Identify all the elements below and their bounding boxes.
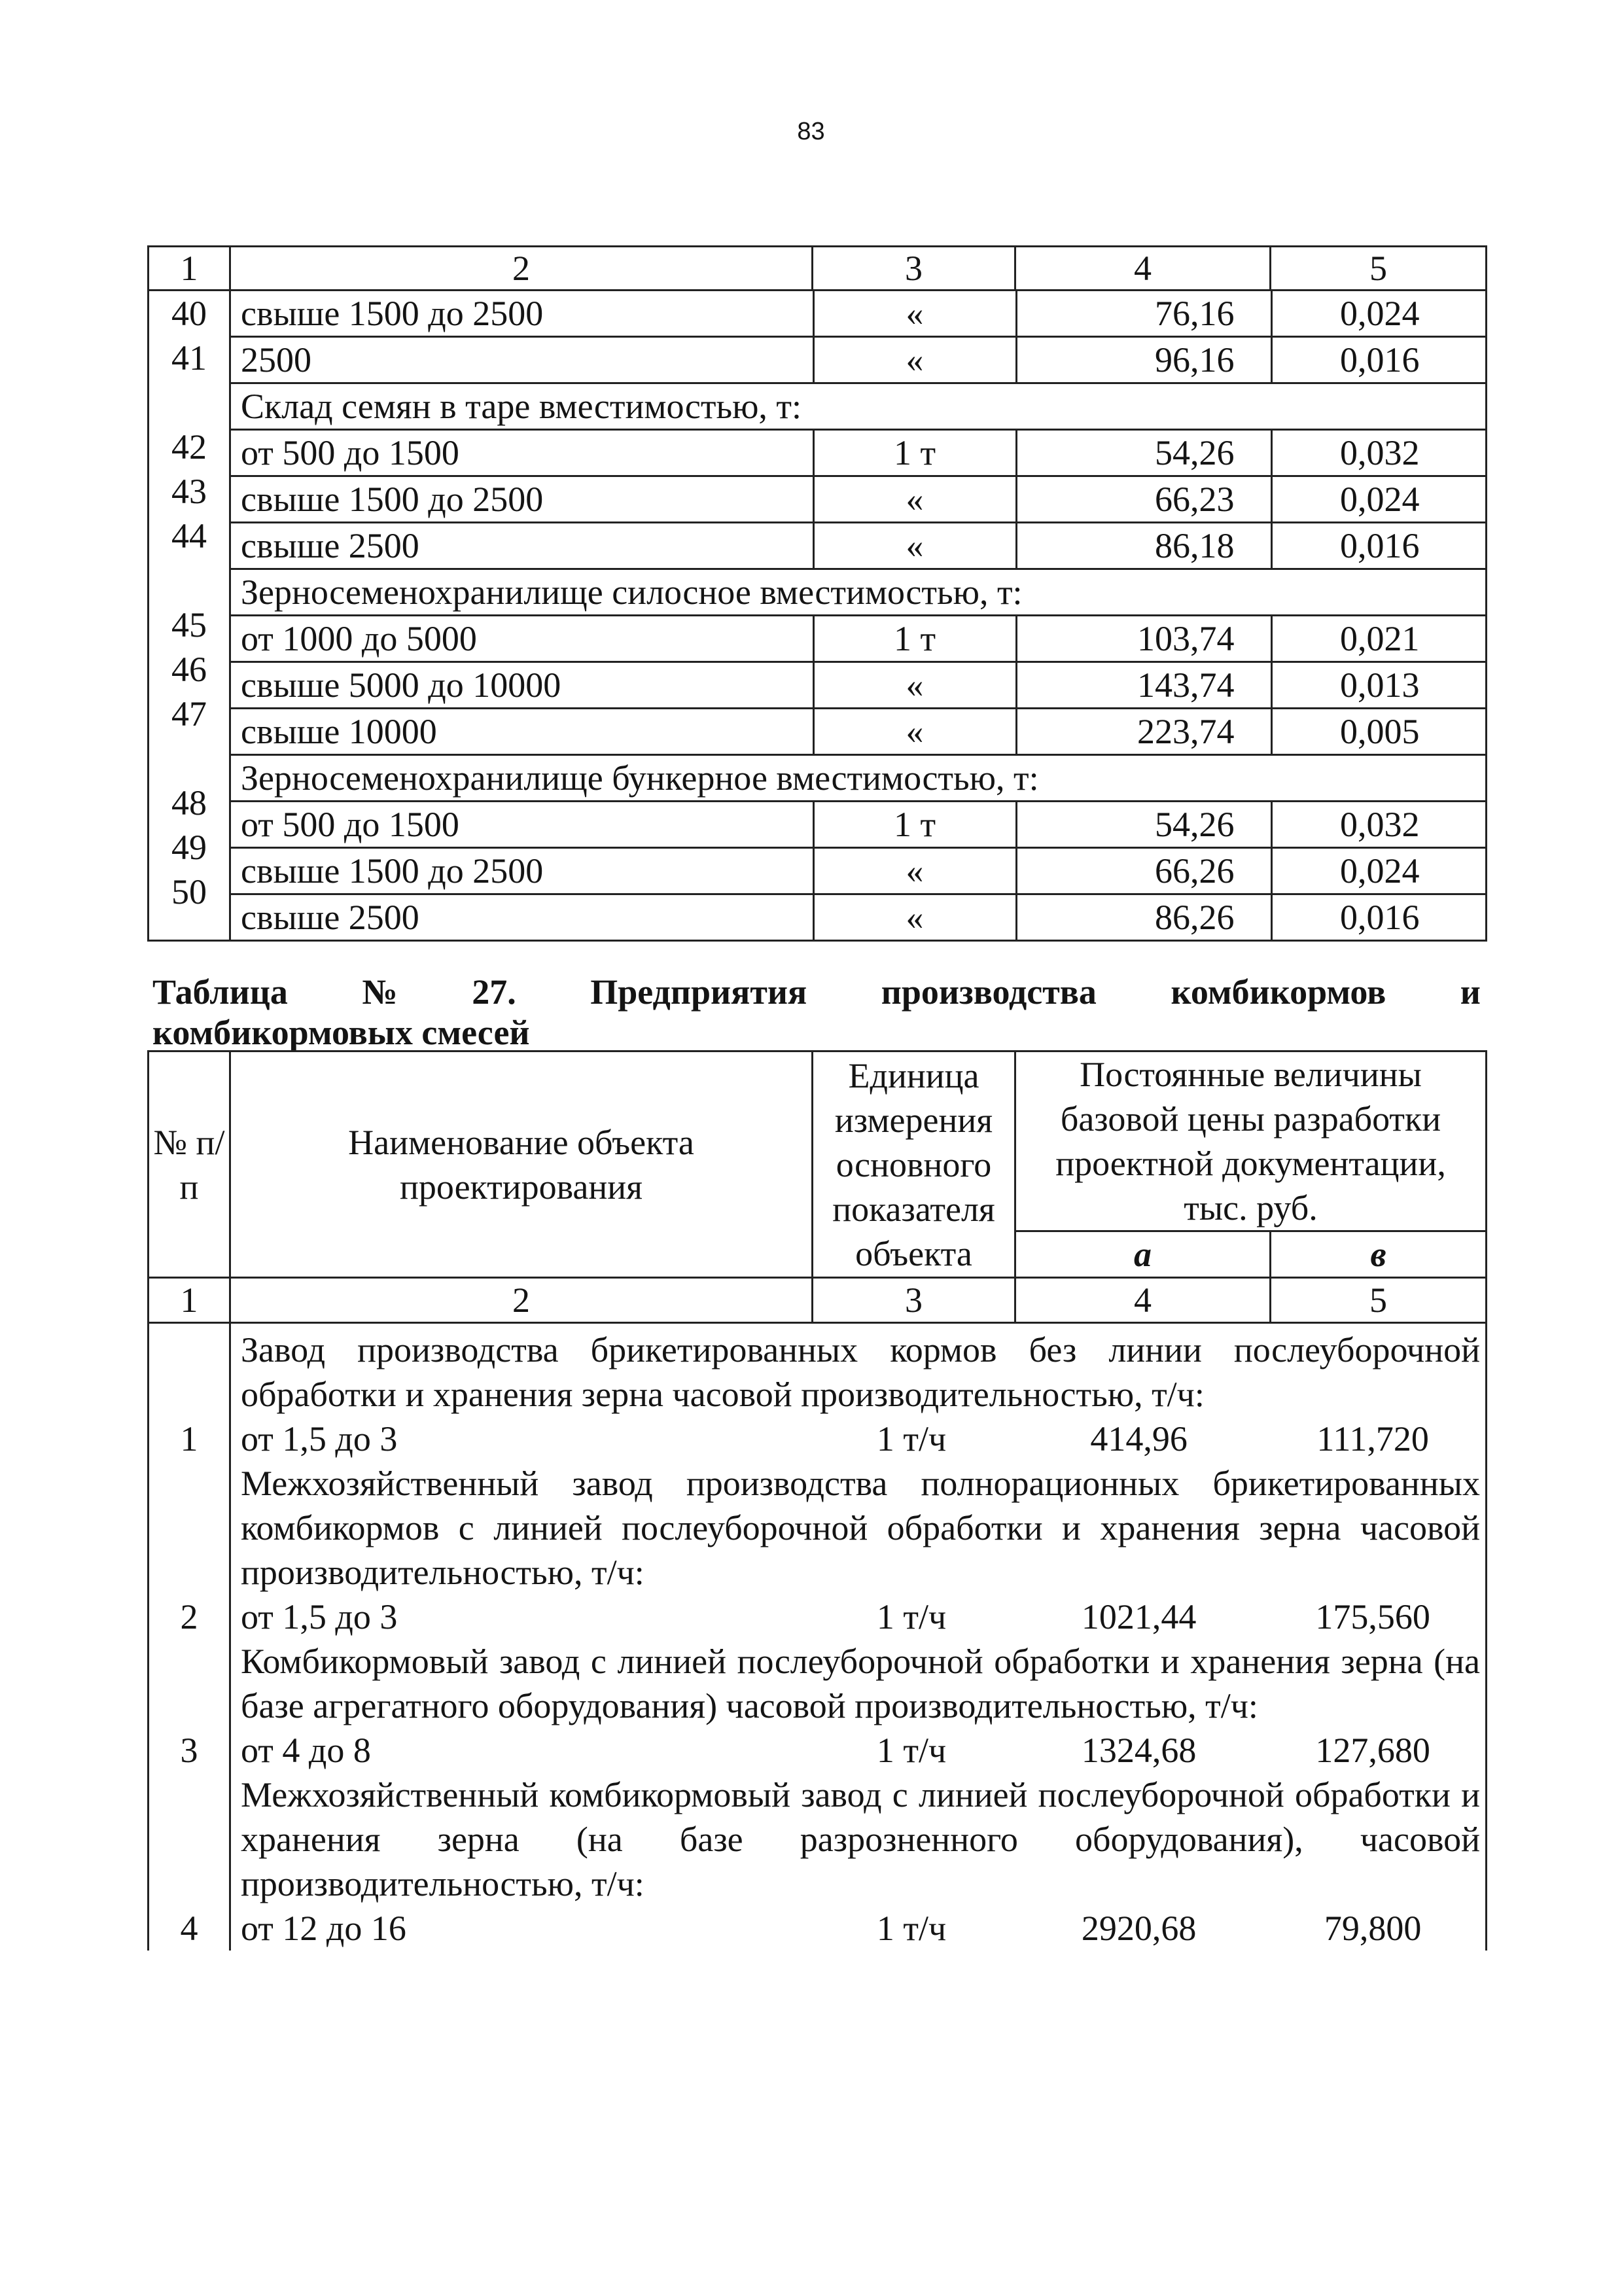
unit-cell: 1 т/ч (876, 1597, 947, 1636)
row-number: 46 (171, 650, 207, 689)
table-row (231, 662, 1487, 709)
unit-cell: 1 т (813, 430, 1016, 476)
value-a: 103,74 (1016, 616, 1271, 662)
object-name: свыше 1500 до 2500 (231, 476, 813, 523)
unit-cell: 1 т/ч (876, 1731, 947, 1770)
table-row (149, 1773, 1487, 1951)
unit-cell: « (813, 894, 1016, 940)
row-number: 2 (149, 1461, 230, 1639)
row-content (230, 1323, 1487, 1462)
object-name: свыше 10000 (231, 709, 813, 755)
row-number: 1 (149, 1323, 230, 1462)
unit-cell: « (813, 476, 1016, 523)
unit-cell: 1 т (813, 616, 1016, 662)
object-name: свыше 5000 до 10000 (231, 662, 813, 709)
unit-cell: 1 т/ч (876, 1419, 947, 1458)
value-b: 0,016 (1271, 523, 1487, 569)
title-word: производства (881, 972, 1097, 1012)
row-numbers-column (149, 291, 230, 941)
value-a: 86,26 (1016, 894, 1271, 940)
object-range: от 1,5 до 3 (241, 1597, 398, 1636)
header-number: № п/п (149, 1051, 230, 1278)
row-number: 40 (171, 294, 207, 333)
title-line-2: комбикормовых смесей (152, 1013, 530, 1052)
column-index: 3 (813, 247, 1015, 291)
object-name: от 1000 до 5000 (231, 616, 813, 662)
table-row (149, 1461, 1487, 1639)
value-a: 1324,68 (1081, 1731, 1197, 1770)
row-number: 4 (149, 1773, 230, 1951)
value-b: 79,800 (1324, 1909, 1422, 1948)
table-row (231, 802, 1487, 848)
title-word: комбикормов (1171, 972, 1386, 1012)
page-number: 83 (797, 118, 825, 145)
unit-cell: 1 т/ч (876, 1909, 947, 1948)
title-word: и (1460, 972, 1481, 1012)
row-number: 44 (171, 516, 207, 556)
column-index: 4 (1015, 247, 1271, 291)
column-index: 5 (1271, 247, 1487, 291)
value-a: 54,26 (1016, 430, 1271, 476)
row-number: 43 (171, 472, 207, 511)
object-description: Межхозяйственный комбикормовый завод с линией послеуборочной обработки и хранения зерна (на базе разрозненного оборудования), часовой производительностью, т/ч: (241, 1775, 1481, 1903)
table-row (231, 291, 1487, 337)
column-index: 4 (1015, 1278, 1271, 1323)
object-name: от 500 до 1500 (231, 430, 813, 476)
row-number: 41 (171, 338, 207, 378)
table-body (149, 291, 1487, 941)
header-base-price: Постоянные величины базовой цены разработки проектной документации, тыс. руб. (1015, 1051, 1487, 1231)
table-row (149, 1639, 1487, 1773)
table-row (231, 616, 1487, 662)
value-a: 66,26 (1016, 848, 1271, 894)
object-name: от 500 до 1500 (231, 802, 813, 848)
table-row (231, 337, 1487, 383)
value-b: 127,680 (1315, 1731, 1430, 1770)
value-b: 0,032 (1271, 802, 1487, 848)
object-range: от 4 до 8 (241, 1731, 371, 1770)
row-content (230, 1773, 1487, 1951)
unit-cell: « (813, 291, 1016, 337)
object-description: Комбикормовый завод с линией послеуборочной обработки и хранения зерна (на базе агрегатного оборудования) часовой производительностью, т/ч: (241, 1642, 1481, 1725)
group-row (231, 383, 1487, 430)
value-b: 0,024 (1271, 291, 1487, 337)
value-b: 0,024 (1271, 848, 1487, 894)
group-heading: Зерносеменохранилище силосное вместимостью, т: (231, 569, 1487, 616)
title-word: 27. (472, 972, 516, 1012)
object-range: от 1,5 до 3 (241, 1419, 398, 1458)
column-index-row (149, 247, 1487, 291)
object-name: свыше 2500 (231, 894, 813, 940)
header-b: в (1271, 1231, 1487, 1278)
value-a: 86,18 (1016, 523, 1271, 569)
unit-cell: « (813, 523, 1016, 569)
header-a: а (1015, 1231, 1271, 1278)
group-heading: Зерносеменохранилище бункерное вместимостью, т: (231, 755, 1487, 802)
row-number: 48 (171, 783, 207, 822)
value-b: 111,720 (1316, 1419, 1429, 1458)
column-index: 3 (813, 1278, 1015, 1323)
table-row (231, 709, 1487, 755)
value-a: 414,96 (1090, 1419, 1188, 1458)
value-b: 0,016 (1271, 337, 1487, 383)
header-object-name: Наименование объекта проектирования (230, 1051, 813, 1278)
object-name: 2500 (231, 337, 813, 383)
column-index: 1 (149, 247, 230, 291)
header-row (149, 1051, 1487, 1231)
column-index: 1 (149, 1278, 230, 1323)
group-heading: Склад семян в таре вместимостью, т: (231, 383, 1487, 430)
group-row (231, 755, 1487, 802)
unit-cell: « (813, 848, 1016, 894)
table-row (231, 476, 1487, 523)
value-b: 0,021 (1271, 616, 1487, 662)
row-number: 3 (149, 1639, 230, 1773)
table-row (231, 848, 1487, 894)
row-number: 42 (171, 427, 207, 467)
value-a: 2920,68 (1081, 1909, 1197, 1948)
object-name: свыше 1500 до 2500 (231, 291, 813, 337)
value-a: 54,26 (1016, 802, 1271, 848)
row-content (230, 1639, 1487, 1773)
row-number: 50 (171, 872, 207, 911)
unit-cell: « (813, 337, 1016, 383)
row-number: 49 (171, 828, 207, 867)
column-index: 2 (230, 247, 813, 291)
row-content (230, 1461, 1487, 1639)
title-word: № (362, 972, 398, 1012)
unit-cell: « (813, 662, 1016, 709)
value-b: 0,013 (1271, 662, 1487, 709)
table-27 (147, 1050, 1487, 1951)
table-row (149, 1323, 1487, 1462)
value-b: 175,560 (1315, 1597, 1430, 1636)
value-b: 0,016 (1271, 894, 1487, 940)
column-index: 5 (1271, 1278, 1487, 1323)
value-a: 1021,44 (1081, 1597, 1197, 1636)
value-a: 66,23 (1016, 476, 1271, 523)
object-name: свыше 2500 (231, 523, 813, 569)
row-number: 45 (171, 605, 207, 645)
column-index: 2 (230, 1278, 813, 1323)
value-a: 76,16 (1016, 291, 1271, 337)
title-word: Таблица (152, 972, 288, 1012)
unit-cell: « (813, 709, 1016, 755)
table-row (231, 523, 1487, 569)
value-a: 143,74 (1016, 662, 1271, 709)
value-a: 96,16 (1016, 337, 1271, 383)
value-b: 0,024 (1271, 476, 1487, 523)
table-27-title (152, 972, 1481, 1053)
title-word: Предприятия (590, 972, 807, 1012)
table-row (231, 894, 1487, 940)
value-b: 0,032 (1271, 430, 1487, 476)
object-description: Завод производства брикетированных кормов без линии послеуборочной обработки и хранения зерна часовой производительностью, т/ч: (241, 1330, 1481, 1414)
value-a: 223,74 (1016, 709, 1271, 755)
group-row (231, 569, 1487, 616)
object-name: свыше 1500 до 2500 (231, 848, 813, 894)
table-row (231, 430, 1487, 476)
value-b: 0,005 (1271, 709, 1487, 755)
continued-table (147, 245, 1487, 942)
row-number: 47 (171, 694, 207, 733)
unit-cell: 1 т (813, 802, 1016, 848)
header-unit: Единица измерения основного показателя объекта (813, 1051, 1015, 1278)
object-range: от 12 до 16 (241, 1909, 406, 1948)
object-description: Межхозяйственный завод производства полнорационных брикетированных комбикормов с линией послеуборочной обработки и хранения зерна часовой производительностью, т/ч: (241, 1464, 1481, 1592)
rows-content (230, 291, 1487, 941)
column-index-row (149, 1278, 1487, 1323)
